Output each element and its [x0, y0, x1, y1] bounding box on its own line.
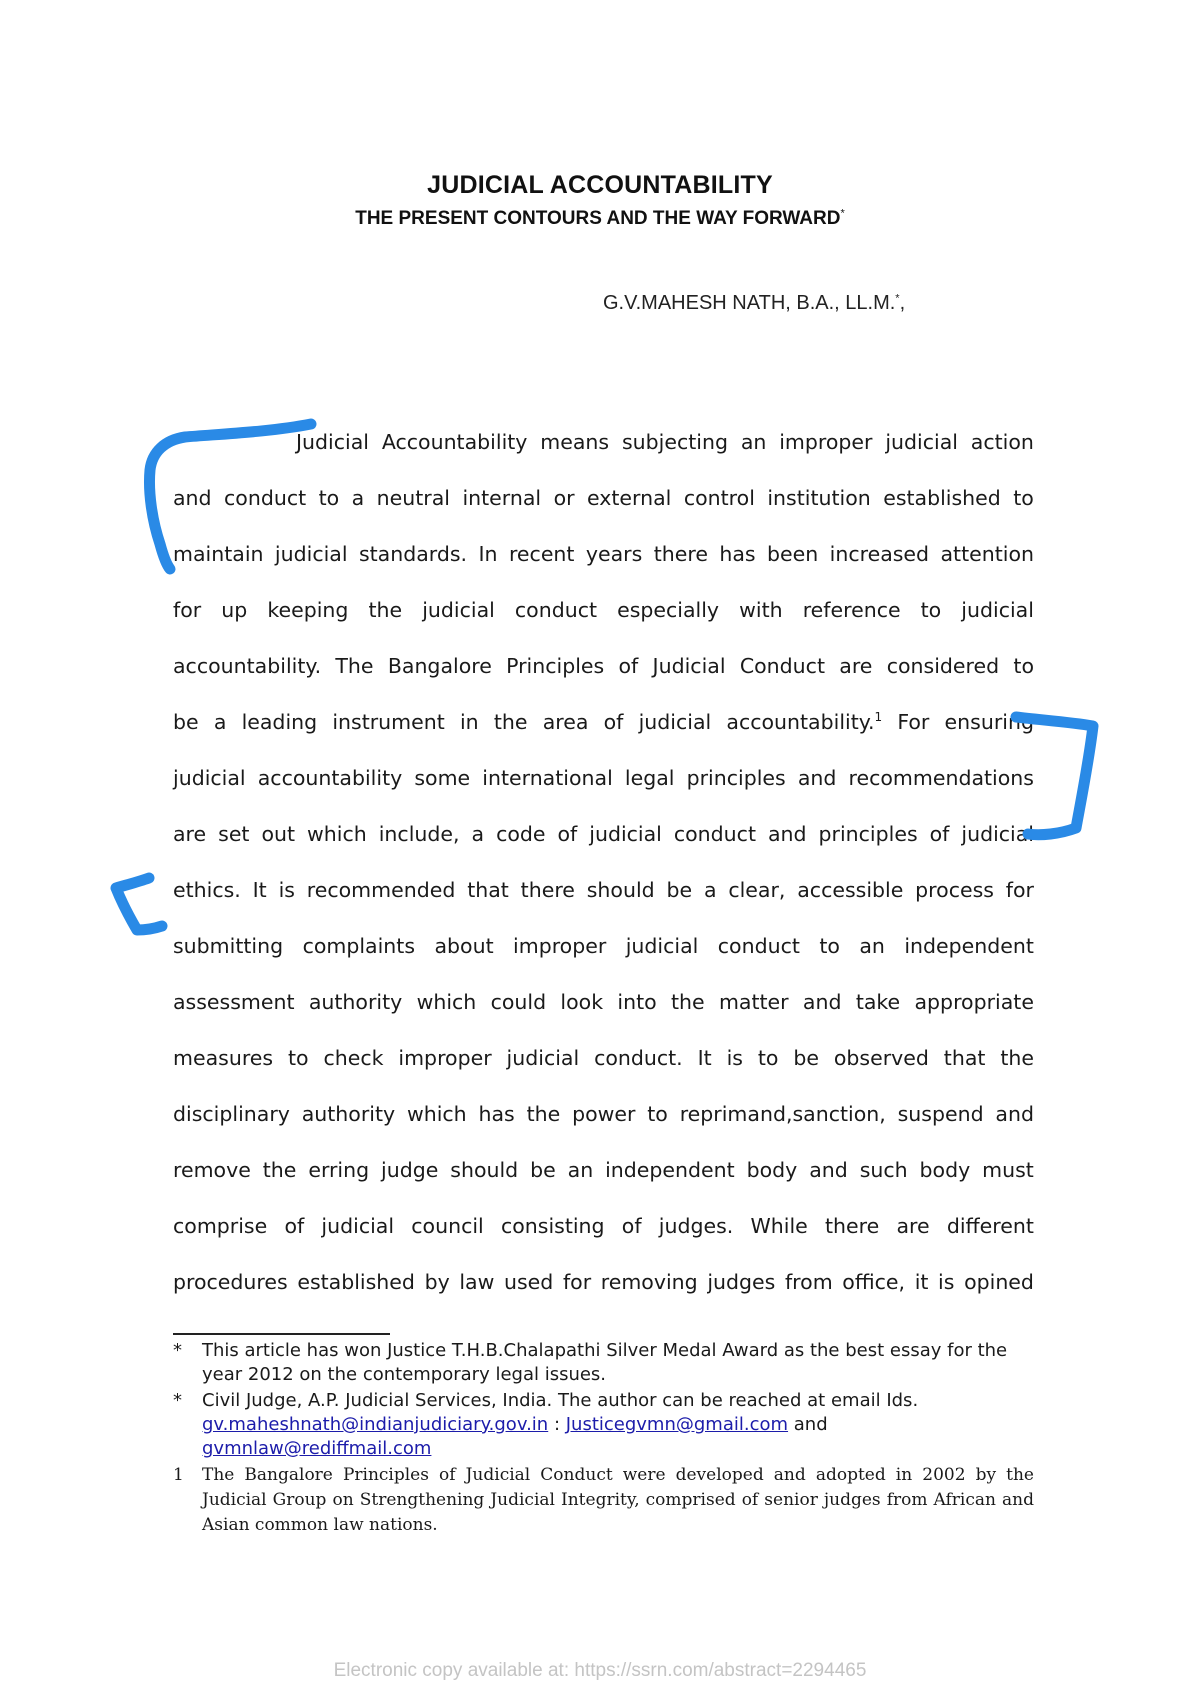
word: Principles [506, 654, 605, 678]
footnote-text: Civil Judge, A.P. Judicial Services, India. The author can be reached at email Ids. [202, 1390, 919, 1411]
word: be [793, 1046, 819, 1070]
word: is [726, 1046, 743, 1070]
word: improper [779, 430, 873, 454]
word: judicial [321, 1214, 395, 1238]
word: internal [462, 486, 542, 510]
word: council [411, 1214, 484, 1238]
word: Bangalore [387, 654, 492, 678]
word: there [653, 542, 708, 566]
word: and [173, 486, 212, 510]
word: ethics. [173, 878, 241, 902]
word: disciplinary [173, 1102, 290, 1126]
word: comprise [173, 1214, 268, 1238]
word: is [278, 878, 295, 902]
author-footnote-mark: * [895, 292, 900, 305]
word: conduct [224, 486, 307, 510]
word: check [323, 1046, 384, 1070]
word: It [697, 1046, 712, 1070]
word: and [767, 822, 807, 846]
body-line [173, 1098, 1034, 1154]
word: accountability [257, 766, 403, 790]
word: accountability. [726, 710, 875, 734]
word: power [572, 1102, 636, 1126]
word: judicial [625, 934, 699, 958]
word: improper [513, 934, 607, 958]
word: a [471, 822, 485, 846]
word: judicial [173, 766, 246, 790]
word: process [915, 878, 994, 902]
word: that [467, 878, 509, 902]
word: by [424, 1270, 450, 1294]
word: and [809, 1158, 848, 1182]
word: of [603, 710, 624, 734]
word: are [173, 822, 207, 846]
word: which [307, 822, 367, 846]
word: in [459, 710, 479, 734]
word: established [883, 486, 1001, 510]
subtitle-text: THE PRESENT CONTOURS AND THE WAY FORWARD [355, 208, 841, 229]
word: the [670, 990, 705, 1014]
word: remove [173, 1158, 251, 1182]
word: been [767, 542, 819, 566]
word: legal [624, 766, 675, 790]
word: removing [600, 1270, 698, 1294]
word: recent [508, 542, 575, 566]
word: be [666, 878, 693, 902]
word: judge [381, 1158, 439, 1182]
word: Conduct [739, 654, 825, 678]
word: reprimand,sanction, [679, 1102, 886, 1126]
word: In [478, 542, 498, 566]
word: a [351, 486, 365, 510]
body-line [173, 1154, 1034, 1210]
word: which [416, 990, 477, 1014]
word: or [553, 486, 575, 510]
word: with [739, 598, 783, 622]
word: action [970, 430, 1034, 454]
word: conduct [717, 934, 800, 958]
document-subtitle [0, 208, 1200, 230]
word: observed [833, 1046, 929, 1070]
footnote-3 [173, 1463, 1034, 1538]
word: and [995, 1102, 1034, 1126]
word: judicial [589, 822, 662, 846]
word: there [520, 878, 575, 902]
word: authority [308, 990, 403, 1014]
email-link-3[interactable]: gvmnlaw@rediffmail.com [202, 1438, 432, 1459]
word: For [897, 710, 930, 734]
word: maintain [173, 542, 264, 566]
word: ensuring [944, 710, 1034, 734]
word: for [562, 1270, 592, 1294]
word: consisting [500, 1214, 605, 1238]
word: to [287, 1046, 309, 1070]
word: an [740, 430, 767, 454]
email-separator: : [548, 1414, 566, 1435]
word: independent [605, 1158, 735, 1182]
word: clear, [728, 878, 786, 902]
word: a [213, 710, 227, 734]
word: body [746, 1158, 798, 1182]
body-text [173, 426, 1034, 1322]
word: to [757, 1046, 779, 1070]
word: it [914, 1270, 929, 1294]
footnote-text: This article has won Justice T.H.B.Chalapathi Silver Medal Award as the best essay for the year 2012 on the contemporary legal issues. [202, 1340, 1008, 1385]
body-line [173, 818, 1034, 874]
body-line [173, 1042, 1034, 1098]
word: body [919, 1158, 971, 1182]
word: for [1005, 878, 1034, 902]
word: be [530, 1158, 556, 1182]
word: It [252, 878, 267, 902]
word: authority [301, 1102, 396, 1126]
word: reference [802, 598, 901, 622]
word: has [719, 542, 756, 566]
word: keeping [267, 598, 349, 622]
email-link-1[interactable]: gv.maheshnath@indianjudiciary.gov.in [202, 1414, 549, 1435]
footnote-text: The Bangalore Principles of Judicial Conduct were developed and adopted in 2002 by the Judicial Group on Strengthening Judicial Integrity, comprised of senior judges from African and Asian common law nations. [202, 1465, 1034, 1535]
word: the [493, 710, 528, 734]
word: from [784, 1270, 833, 1294]
body-line [173, 426, 1034, 482]
word: judicial [506, 1046, 580, 1070]
word: judicial [961, 822, 1034, 846]
word: independent [904, 934, 1034, 958]
word: procedures [173, 1270, 288, 1294]
word: judges [707, 1270, 776, 1294]
word: Accountability [381, 430, 528, 454]
word: opined [964, 1270, 1034, 1294]
word: could [490, 990, 547, 1014]
word: should [450, 1158, 519, 1182]
word: control [683, 486, 755, 510]
word: accessible [797, 878, 904, 902]
word: judicial [422, 598, 495, 622]
footnote-2 [173, 1389, 1034, 1461]
word: subjecting [621, 430, 728, 454]
body-line [173, 706, 1034, 762]
word: law [459, 1270, 495, 1294]
word: assessment [173, 990, 295, 1014]
word: different [946, 1214, 1034, 1238]
word: instrument [332, 710, 445, 734]
footnote-mark: * [173, 1390, 182, 1411]
word: institution [767, 486, 871, 510]
word: established [297, 1270, 415, 1294]
body-line [173, 986, 1034, 1042]
word: especially [617, 598, 720, 622]
word: the [262, 1158, 297, 1182]
word: judicial [274, 542, 348, 566]
word: improper [398, 1046, 492, 1070]
word: an [567, 1158, 594, 1182]
word: judicial [961, 598, 1034, 622]
word: the [526, 1102, 561, 1126]
word: principles [686, 766, 786, 790]
word: to [920, 598, 942, 622]
word: be [173, 710, 199, 734]
word: The [335, 654, 374, 678]
document-title: JUDICIAL ACCOUNTABILITY [427, 171, 773, 199]
word: out [261, 822, 296, 846]
word: some [414, 766, 471, 790]
word: a [703, 878, 717, 902]
word: erring [308, 1158, 370, 1182]
small-bracket-mark [116, 878, 162, 930]
word: of [929, 822, 950, 846]
word: used [504, 1270, 554, 1294]
word: there [825, 1214, 880, 1238]
word: Judicial [652, 654, 726, 678]
word: conduct [673, 822, 756, 846]
word: neutral [376, 486, 450, 510]
word: which [406, 1102, 467, 1126]
word: international [482, 766, 613, 790]
body-line [173, 762, 1034, 818]
word: leading [241, 710, 318, 734]
word: complaints [302, 934, 416, 958]
word: matter [718, 990, 789, 1014]
word: up [221, 598, 248, 622]
word: recommended [306, 878, 456, 902]
word: to [318, 486, 340, 510]
word: the [368, 598, 403, 622]
word: While [750, 1214, 808, 1238]
word: into [617, 990, 657, 1014]
word-with-ref [726, 706, 882, 762]
word: to [819, 934, 840, 958]
footnotes [173, 1339, 1034, 1540]
word: judicial [885, 430, 958, 454]
word: is [938, 1270, 955, 1294]
word: increased [829, 542, 930, 566]
body-line [173, 594, 1034, 650]
word: of [621, 1214, 642, 1238]
word: judges. [658, 1214, 734, 1238]
word: standards. [358, 542, 468, 566]
word: conduct. [594, 1046, 683, 1070]
author-trailing: , [899, 292, 906, 314]
email-link-2[interactable]: Justicegvmn@gmail.com [565, 1414, 789, 1435]
footnote-ref: 1 [874, 710, 883, 725]
word: and [797, 766, 837, 790]
word: to [1013, 486, 1034, 510]
word: recommendations [848, 766, 1034, 790]
word: code [496, 822, 546, 846]
word: take [855, 990, 901, 1014]
word: years [585, 542, 643, 566]
word: measures [173, 1046, 274, 1070]
word: submitting [173, 934, 284, 958]
word: Judicial [296, 430, 369, 454]
word: considered [886, 654, 1000, 678]
word: office, [842, 1270, 906, 1294]
body-line [173, 930, 1034, 986]
word: accountability. [173, 654, 322, 678]
word: the [1000, 1046, 1034, 1070]
word: set [218, 822, 250, 846]
word: an [859, 934, 885, 958]
word: are [896, 1214, 930, 1238]
ssrn-footer: Electronic copy available at: https://ssrn.com/abstract=2294465 [333, 1660, 867, 1681]
body-line [173, 538, 1034, 594]
word: about [434, 934, 494, 958]
word: such [859, 1158, 908, 1182]
word: attention [940, 542, 1034, 566]
word: and [802, 990, 842, 1014]
email-and: and [788, 1414, 828, 1435]
author-name: G.V.MAHESH NATH, B.A., LL.M. [603, 292, 896, 314]
word: area [542, 710, 589, 734]
subtitle-footnote-mark: * [840, 207, 845, 220]
word: for [173, 598, 202, 622]
word: judicial [638, 710, 712, 734]
word: principles [818, 822, 918, 846]
author-line [603, 292, 905, 315]
word: has [478, 1102, 515, 1126]
word: conduct [514, 598, 598, 622]
body-line [173, 1210, 1034, 1266]
word: of [284, 1214, 305, 1238]
word: external [587, 486, 672, 510]
word: are [839, 654, 873, 678]
body-line [173, 482, 1034, 538]
word: that [943, 1046, 986, 1070]
word: must [982, 1158, 1034, 1182]
footnote-mark: 1 [173, 1465, 184, 1485]
word: to [1013, 654, 1034, 678]
word: suspend [897, 1102, 984, 1126]
body-line [173, 874, 1034, 930]
word: look [560, 990, 604, 1014]
word: of [557, 822, 578, 846]
word: include, [378, 822, 460, 846]
footnote-mark: * [173, 1340, 182, 1361]
body-line [173, 650, 1034, 706]
word: should [586, 878, 655, 902]
word: of [618, 654, 639, 678]
word: to [647, 1102, 668, 1126]
body-line [173, 1266, 1034, 1322]
footnote-separator [173, 1333, 390, 1335]
word: appropriate [914, 990, 1034, 1014]
word: means [540, 430, 610, 454]
footnote-1 [173, 1339, 1034, 1387]
